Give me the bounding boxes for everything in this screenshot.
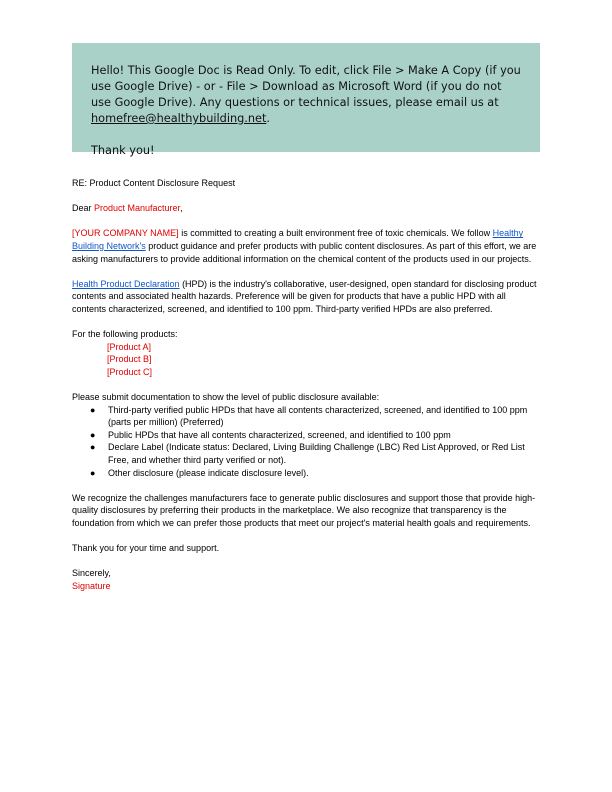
notice-thanks: Thank you! — [91, 144, 155, 157]
list-item — [72, 404, 542, 429]
list-item-text: Other disclosure (please indicate disclosure level). — [108, 467, 309, 478]
manufacturer-placeholder: Product Manufacturer — [94, 203, 181, 214]
hpd-paragraph — [72, 278, 542, 316]
intro-text-2: product guidance and prefer products with public content disclosures. As part of this effort, we are asking manufacturers to provide additional information on the chemical content of the products used in our projects. — [72, 240, 537, 264]
notice-text — [91, 63, 521, 127]
contact-email-link[interactable]: homefree@healthybuilding.net — [91, 112, 267, 125]
hpd-link[interactable]: Health Product Declaration — [72, 278, 180, 289]
letter-body — [72, 177, 542, 605]
intro-paragraph — [72, 227, 542, 265]
closing: Sincerely, — [72, 568, 111, 579]
hpd-text: (HPD) is the industry's collaborative, user-designed, open standard for disclosing product contents and associated health hazards. Preference will be given for products that have a public HPD with all contents characterized, screened, and identified to 100 ppm. Third-party verified HPDs are also preferred. — [72, 278, 537, 314]
signature-placeholder: Signature — [72, 581, 111, 591]
read-only-notice-banner — [72, 43, 540, 157]
product-placeholder: [Product B] — [107, 354, 152, 365]
bullet-icon: ● — [90, 404, 96, 415]
bullet-icon: ● — [90, 442, 96, 453]
list-item — [72, 467, 542, 480]
intro-text-1: is committed to creating a built environment free of toxic chemicals. We follow — [178, 228, 493, 239]
company-name-placeholder: [YOUR COMPANY NAME] — [72, 228, 179, 239]
list-item — [72, 441, 542, 466]
thanks-line: Thank you for your time and support. — [72, 543, 220, 554]
closing-block — [72, 567, 542, 592]
recognition-paragraph: We recognize the challenges manufacturers face to generate public disclosures and support those that provide high-quality disclosures by preferring their products in the marketplace. We also recognize that transparency is the foundation from which we can prefer those products that meet our project's material health goals and requirements. — [72, 492, 536, 529]
disclosure-intro: Please submit documentation to show the level of public disclosure available: — [72, 392, 380, 403]
product-placeholder: [Product C] — [107, 366, 153, 377]
healthy-building-network-link[interactable]: Healthy Building Network's — [72, 228, 524, 251]
subject-line: RE: Product Content Disclosure Request — [72, 178, 236, 188]
product-placeholder: [Product A] — [107, 341, 152, 352]
notice-period: . — [266, 112, 271, 125]
salutation — [72, 202, 542, 215]
bullet-icon: ● — [90, 429, 96, 440]
list-item-text: Public HPDs that have all contents characterized, screened, and identified to 100 ppm — [108, 429, 451, 440]
list-item-text: Third-party verified public HPDs that have all contents characterized, screened, and identified to 100 ppm (parts per million) (Preferred) — [108, 404, 528, 428]
list-item — [72, 429, 542, 442]
products-intro: For the following products: — [72, 329, 178, 340]
salutation-comma: , — [180, 203, 183, 214]
products-section — [72, 328, 542, 378]
bullet-icon: ● — [90, 467, 96, 478]
notice-body: Hello! This Google Doc is Read Only. To edit, click File > Make A Copy (if you use Google Drive) - or - File > Download as Microsoft Word (if you do not use Google Drive). Any questions or technical issues, please email us at — [91, 64, 521, 109]
list-item-text: Declare Label (Indicate status: Declared, Living Building Challenge (LBC) Red List Approved, or Red List Free, and whether third party verified or not). — [108, 442, 525, 466]
disclosure-list — [72, 404, 542, 480]
salutation-prefix: Dear — [72, 203, 95, 214]
